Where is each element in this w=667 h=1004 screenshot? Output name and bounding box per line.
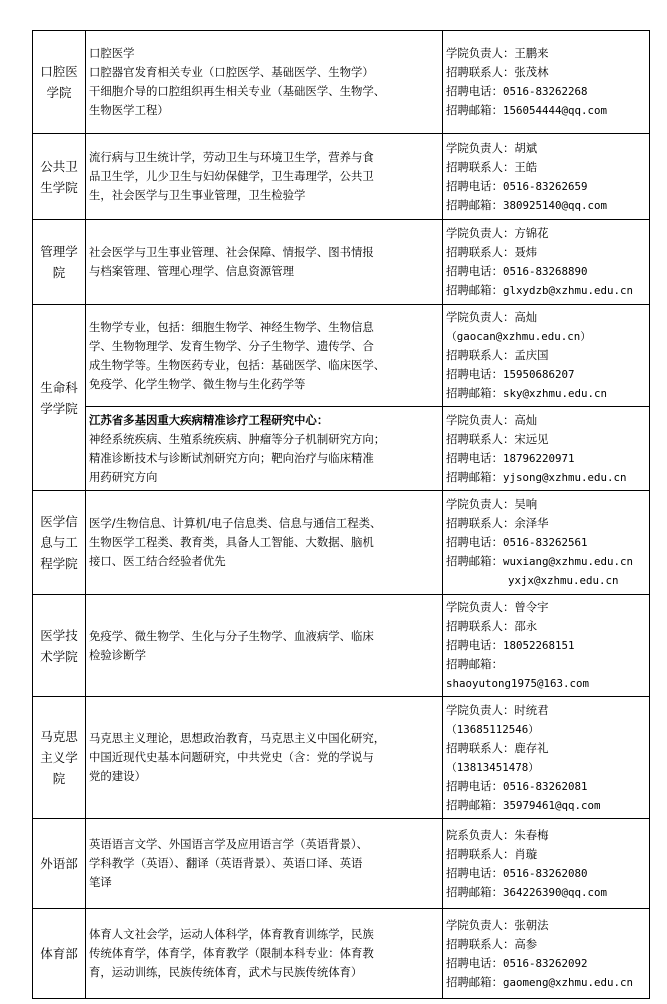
discipline-cell [86, 407, 443, 491]
college-name: 管理学院 [33, 220, 86, 305]
contact-cell: 学院负责人：张朝法 招聘联系人：高参 招聘电话：0516-83262092 招聘邮箱：gaomeng@xzhmu.edu.cn [443, 909, 650, 999]
contact-cell: 学院负责人：曾令宇 招聘联系人：邵永 招聘电话：18052268151 招聘邮箱： shaoyutong1975@163.com [443, 595, 650, 697]
contact-value: 高参 [514, 936, 538, 951]
contact-cell: 院系负责人：朱春梅 招聘联系人：肖璇 招聘电话：0516-83262080 招聘邮箱：364226390@qq.com [443, 819, 650, 909]
contact-value: 邵永 [514, 619, 538, 633]
discipline-cell [86, 595, 443, 697]
phone-number: 18052268151 [502, 639, 575, 652]
contact-value: 鹿存礼 [514, 740, 549, 755]
discipline-line: 社会医学与卫生事业管理、社会保障、情报学、图书情报 [89, 245, 374, 259]
contact-value: 时统君 [514, 702, 549, 717]
contact-value: 方锦花 [514, 226, 549, 240]
discipline-line: 体育人文社会学，运动人体科学，体育教育训练学，民族 [89, 927, 374, 941]
table-row [33, 909, 650, 999]
discipline-cell [86, 134, 443, 220]
email-address: 364226390@qq.com [502, 885, 607, 899]
discipline-line: 免疫学、化学生物学、微生物与生化药学等 [89, 376, 306, 391]
table-row [33, 491, 650, 595]
phone-number: 0516-83268890 [502, 265, 588, 278]
phone-number: 18796220971 [502, 451, 575, 465]
contact-value: 肖璇 [514, 846, 538, 861]
research-center-heading: 江苏省多基因重大疾病精准诊疗工程研究中心： [89, 412, 329, 427]
discipline-line: 口腔器官发育相关专业（口腔医学、基础医学、生物学） [89, 65, 374, 79]
contact-value: 吴响 [514, 497, 538, 511]
contact-value: 余泽华 [514, 516, 549, 530]
discipline-cell [86, 819, 443, 909]
college-name: 生命科学学院 [33, 305, 86, 491]
contact-value: 张茂林 [514, 65, 549, 79]
email-address: 380925140@qq.com [502, 198, 607, 212]
phone-number: 15950686207 [502, 368, 575, 381]
email-address: sky@xzhmu.edu.cn [502, 387, 607, 400]
discipline-cell [86, 31, 443, 134]
discipline-line: 学、生物物理学、发育生物学、分子生物学、遗传学、合 [89, 338, 374, 353]
college-name: 马克思主义学院 [33, 697, 86, 819]
table-row [33, 305, 650, 407]
phone-number: 0516-83262080 [502, 866, 588, 880]
contact-cell: 学院负责人：胡斌 招聘联系人：王皓 招聘电话：0516-83262659 招聘邮箱：380925140@qq.com [443, 134, 650, 220]
contact-cell: 学院负责人：高灿 招聘联系人：宋远见 招聘电话：18796220971 招聘邮箱：yjsong@xzhmu.edu.cn [443, 407, 650, 491]
discipline-line: 党的建设） [89, 769, 146, 783]
phone-number: 0516-83262081 [502, 779, 588, 793]
discipline-line: 传统体育学，体育学，体育教学（限制本科专业：体育教 [89, 946, 374, 960]
discipline-line: 生物医学工程） [89, 103, 169, 117]
discipline-line: 与档案管理、管理心理学、信息资源管理 [89, 264, 295, 278]
contact-cell: 学院负责人：王鹏来 招聘联系人：张茂林 招聘电话：0516-83262268 招聘邮箱：156054444@qq.com [443, 31, 650, 134]
contact-value: 曾令宇 [514, 600, 549, 614]
phone-number: （13685112546） [446, 722, 540, 736]
phone-number: （13813451478） [446, 760, 540, 774]
phone-number: 0516-83262561 [502, 536, 588, 549]
phone-number: 0516-83262268 [502, 85, 588, 98]
discipline-line: 神经系统疾病、生殖系统疾病、肿瘤等分子机制研究方向； [89, 431, 386, 446]
contact-value: 王鹏来 [514, 46, 549, 60]
email-address: 156054444@qq.com [502, 104, 607, 117]
discipline-line: 生物医学工程类、教育类，具备人工智能、大数据、脑机 [89, 535, 374, 549]
discipline-line: 学科教学（英语）、翻译（英语背景）、英语口译、英语 [89, 856, 363, 870]
table-row [33, 220, 650, 305]
email-address: wuxiang@xzhmu.edu.cn [502, 555, 633, 568]
table-row [33, 595, 650, 697]
discipline-line: 用药研究方向 [89, 469, 158, 484]
email-address: glxydzb@xzhmu.edu.cn [502, 284, 633, 297]
discipline-cell [86, 305, 443, 407]
discipline-line: 品卫生学，儿少卫生与妇幼保健学，卫生毒理学，公共卫 [89, 169, 374, 183]
email-address: （gaocan@xzhmu.edu.cn） [446, 330, 592, 343]
contact-value: 朱春梅 [514, 827, 549, 842]
discipline-line: 流行病与卫生统计学，劳动卫生与环境卫生学，营养与食 [89, 150, 374, 164]
college-name: 口腔医学院 [33, 31, 86, 134]
table-row [33, 697, 650, 819]
discipline-line: 检验诊断学 [89, 647, 146, 662]
discipline-line: 接口、医工结合经验者优先 [89, 554, 226, 568]
email-address: yjsong@xzhmu.edu.cn [502, 470, 627, 484]
discipline-line: 免疫学、微生物学、生化与分子生物学、血液病学、临床 [89, 628, 374, 643]
contact-value: 孟庆国 [514, 348, 549, 362]
discipline-line: 干细胞介导的口腔组织再生相关专业（基础医学、生物学、 [89, 84, 386, 98]
contact-cell: 学院负责人：吴响 招聘联系人：余泽华 招聘电话：0516-83262561 招聘邮箱：wuxiang@xzhmu.edu.cn yxjx@xzhmu.edu.cn [443, 491, 650, 595]
discipline-cell [86, 220, 443, 305]
discipline-line: 中国近现代史基本问题研究，中共党史（含：党的学说与 [89, 750, 374, 764]
email-address: yxjx@xzhmu.edu.cn [508, 574, 619, 587]
discipline-cell [86, 697, 443, 819]
table-row [33, 31, 650, 134]
email-address: shaoyutong1975@163.com [446, 677, 590, 690]
contact-value: 聂炜 [514, 245, 538, 259]
discipline-cell [86, 491, 443, 595]
discipline-line: 马克思主义理论，思想政治教育，马克思主义中国化研究， [89, 731, 386, 745]
contact-value: 宋远见 [514, 431, 549, 446]
contact-value: 胡斌 [514, 140, 538, 155]
contact-cell: 学院负责人：时统君 （13685112546） 招聘联系人：鹿存礼 （13813451478） 招聘电话：0516-83262081 招聘邮箱：35979461@qq.com [443, 697, 650, 819]
discipline-line: 笔译 [89, 875, 112, 889]
table-row [33, 407, 650, 491]
phone-number: 0516-83262659 [502, 179, 588, 193]
discipline-cell [86, 909, 443, 999]
discipline-line: 生，社会医学与卫生事业管理，卫生检验学 [89, 188, 306, 202]
recruitment-table [32, 30, 650, 999]
contact-value: 高灿 [514, 310, 538, 324]
contact-cell: 学院负责人：方锦花 招聘联系人：聂炜 招聘电话：0516-83268890 招聘邮箱：glxydzb@xzhmu.edu.cn [443, 220, 650, 305]
discipline-line: 成生物学等。生物医药专业，包括：基础医学、临床医学、 [89, 357, 386, 372]
discipline-line: 育，运动训练，民族传统体育，武术与民族传统体育） [89, 965, 363, 979]
college-name: 体育部 [33, 909, 86, 999]
college-name: 公共卫生学院 [33, 134, 86, 220]
contact-cell: 学院负责人：高灿 （gaocan@xzhmu.edu.cn） 招聘联系人：孟庆国 招聘电话：15950686207 招聘邮箱：sky@xzhmu.edu.cn [443, 305, 650, 407]
email-address: gaomeng@xzhmu.edu.cn [502, 975, 633, 989]
email-address: 35979461@qq.com [502, 798, 601, 812]
phone-number: 0516-83262092 [502, 956, 588, 970]
discipline-line: 生物学专业，包括：细胞生物学、神经生物学、生物信息 [89, 319, 374, 334]
contact-value: 王皓 [514, 159, 538, 174]
contact-value: 高灿 [514, 412, 538, 427]
college-name: 医学信息与工程学院 [33, 491, 86, 595]
table-row [33, 819, 650, 909]
discipline-line: 精准诊断技术与诊断试剂研究方向；靶向治疗与临床精准 [89, 450, 374, 465]
discipline-line: 英语语言文学、外国语言学及应用语言学（英语背景）、 [89, 837, 369, 851]
college-name: 医学技术学院 [33, 595, 86, 697]
table-row [33, 134, 650, 220]
college-name: 外语部 [33, 819, 86, 909]
discipline-line: 口腔医学 [89, 46, 135, 60]
discipline-line: 医学/生物信息、计算机/电子信息类、信息与通信工程类、 [89, 516, 382, 530]
contact-value: 张朝法 [514, 917, 549, 932]
